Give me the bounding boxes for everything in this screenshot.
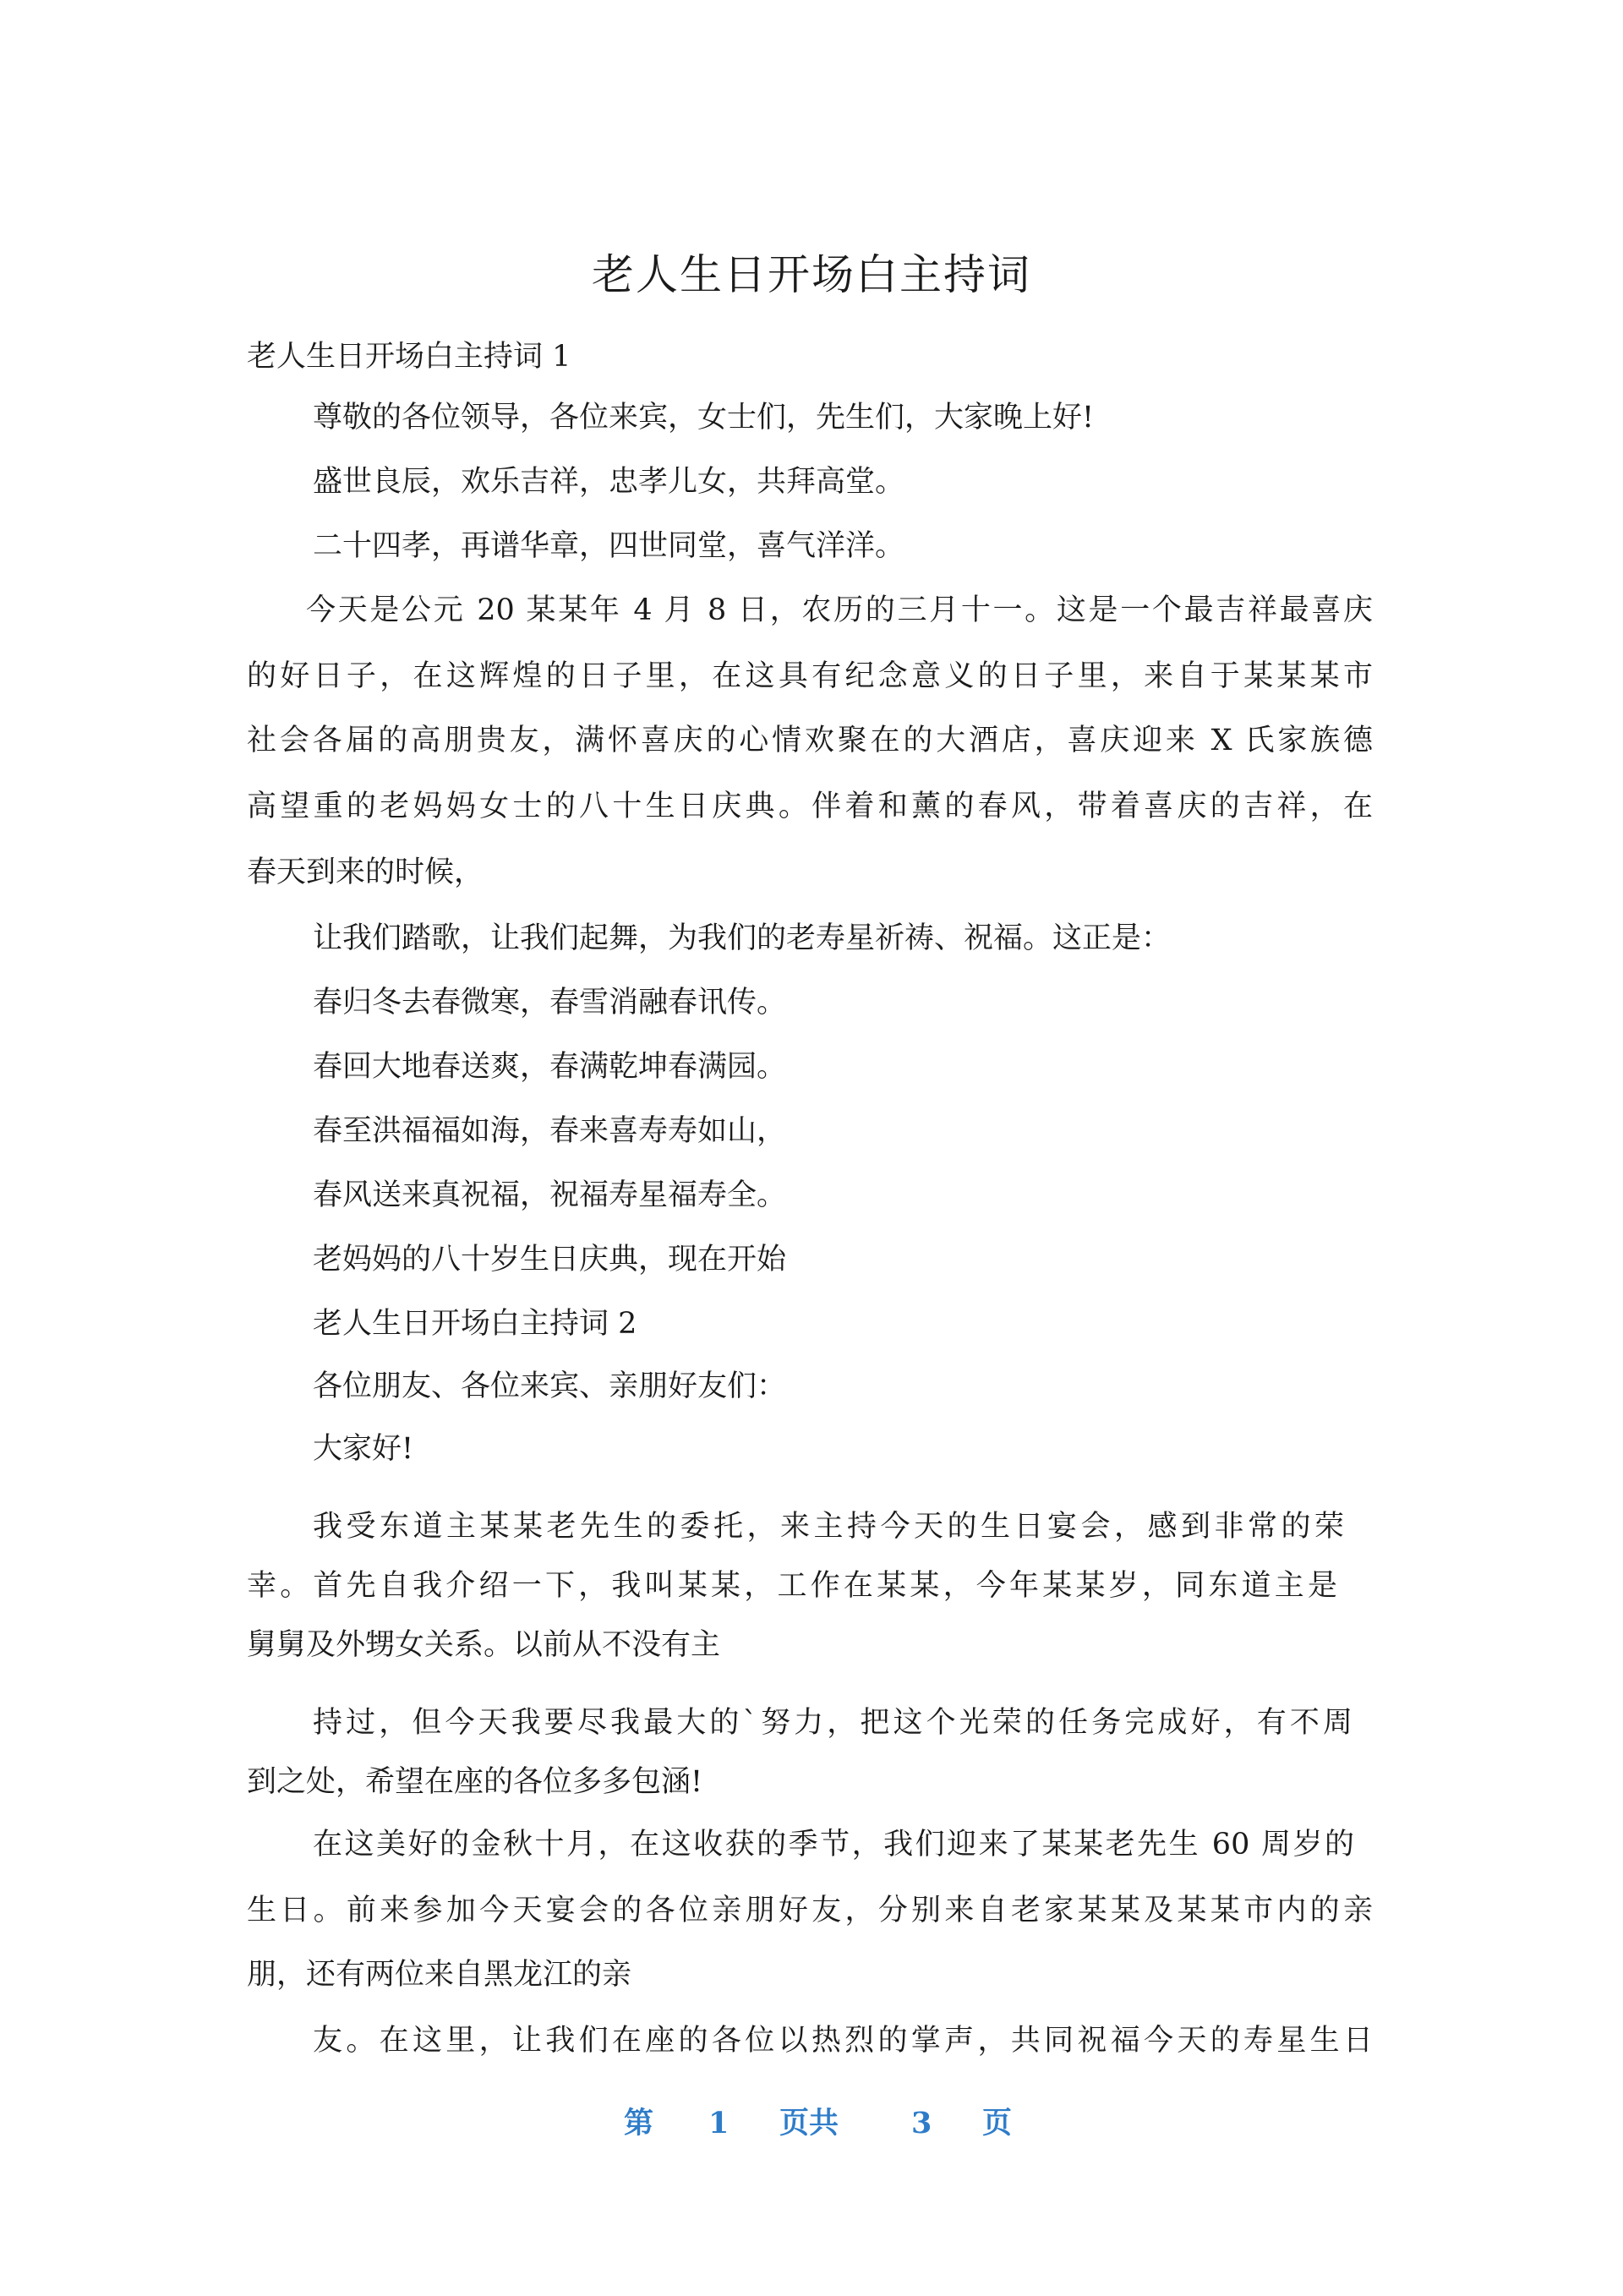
paragraph-line: 友。在这里，让我们在座的各位以热烈的掌声，共同祝福今天的寿星生日 [313, 2024, 1373, 2058]
paragraph-line: 大家好! [313, 1432, 414, 1466]
poem-line: 春风送来真祝福，祝福寿星福寿全。 [313, 1178, 787, 1212]
paragraph-line: 春天到来的时候， [247, 856, 484, 889]
document-title: 老人生日开场白主持词 [592, 250, 1031, 299]
footer-total-pages: 3 [911, 2106, 932, 2140]
paragraph-line: 我受东道主某某老先生的委托，来主持今天的生日宴会，感到非常的荣 [313, 1510, 1344, 1544]
paragraph-line: 的好日子，在这辉煌的日子里，在这具有纪念意义的日子里，来自于某某某市 [247, 659, 1373, 693]
paragraph-line: 各位朋友、各位来宾、亲朋好友们： [313, 1369, 787, 1403]
paragraph-line: 老妈妈的八十岁生日庆典，现在开始 [313, 1243, 787, 1276]
paragraph-line: 生日。前来参加今天宴会的各位亲朋好友，分别来自老家某某及某某市内的亲 [247, 1894, 1373, 1927]
poem-line: 春至洪福福如海，春来喜寿寿如山， [313, 1114, 787, 1148]
paragraph-line: 尊敬的各位领导，各位来宾，女士们，先生们，大家晚上好! [313, 401, 1095, 435]
paragraph-line: 舅舅及外甥女关系。以前从不没有主 [247, 1628, 721, 1662]
paragraph-line: 到之处，希望在座的各位多多包涵! [247, 1765, 703, 1799]
paragraph-line: 在这美好的金秋十月，在这收获的季节，我们迎来了某某老先生 60 周岁的 [313, 1828, 1354, 1861]
page-footer [0, 2103, 1623, 2144]
paragraph-line: 幸。首先自我介绍一下，我叫某某，工作在某某，今年某某岁，同东道主是 [247, 1569, 1337, 1603]
footer-di: 第 [624, 2106, 654, 2140]
paragraph-line: 持过，但今天我要尽我最大的`努力，把这个光荣的任务完成好，有不周 [313, 1706, 1352, 1740]
section-heading-1: 老人生日开场白主持词 1 [247, 340, 571, 374]
paragraph-line: 让我们踏歌，让我们起舞，为我们的老寿星祈祷、祝福。这正是： [313, 921, 1172, 955]
paragraph-line: 盛世良辰，欢乐吉祥，忠孝儿女，共拜高堂。 [313, 465, 905, 499]
paragraph-line: 朋，还有两位来自黑龙江的亲 [247, 1958, 632, 1992]
poem-line: 春回大地春送爽，春满乾坤春满园。 [313, 1050, 787, 1084]
footer-ye: 页 [982, 2106, 1013, 2140]
footer-ye-gong: 页共 [779, 2106, 839, 2140]
paragraph-line: 社会各届的高朋贵友，满怀喜庆的心情欢聚在的大酒店，喜庆迎来 X 氏家族德 [247, 724, 1373, 757]
poem-line: 春归冬去春微寒，春雪消融春讯传。 [313, 986, 787, 1020]
paragraph-line: 高望重的老妈妈女士的八十生日庆典。伴着和薰的春风，带着喜庆的吉祥，在 [247, 790, 1373, 823]
paragraph-line: 二十四孝，再谱华章，四世同堂，喜气洋洋。 [313, 529, 905, 563]
section-heading-2: 老人生日开场白主持词 2 [313, 1307, 637, 1341]
footer-page-number: 1 [708, 2106, 730, 2140]
paragraph-line: 今天是公元 20 某某年 4 月 8 日，农历的三月十一。这是一个最吉祥最喜庆 [306, 593, 1373, 627]
